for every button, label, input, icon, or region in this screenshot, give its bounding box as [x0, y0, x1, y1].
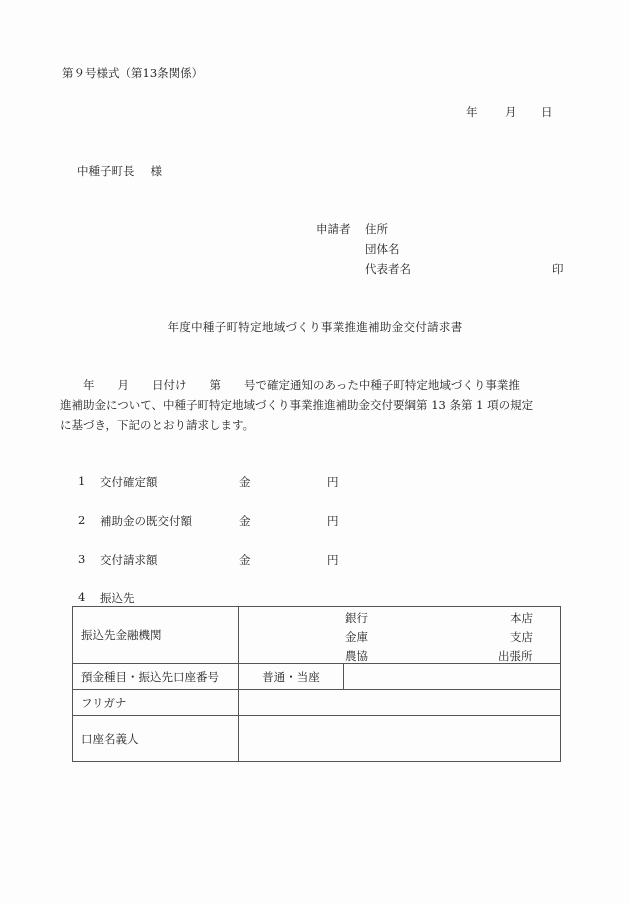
- branch-type-sub-office: 出張所: [498, 649, 533, 663]
- branch-type-main: 本店: [510, 611, 533, 625]
- form-number: 第９号様式（第13条関係）: [62, 66, 204, 80]
- item-prefix: 金: [239, 475, 251, 489]
- body-paragraph: [60, 375, 575, 435]
- seal-mark: 印: [552, 262, 564, 276]
- account-holder-field[interactable]: [239, 716, 561, 762]
- item-unit: 円: [327, 553, 339, 567]
- date-month-label: 月: [505, 105, 517, 119]
- applicant-label: 申請者: [316, 222, 351, 236]
- date-day-label: 日: [541, 105, 553, 119]
- item-number: 1: [78, 474, 86, 488]
- bank-transfer-table: [72, 606, 561, 762]
- inst-type-bank: 銀行: [345, 611, 368, 625]
- account-label: 預金種目・振込先口座番号: [73, 664, 239, 690]
- applicant-address-label: 住所: [365, 222, 388, 236]
- inst-type-shinkin: 金庫: [345, 630, 368, 644]
- honorific: 様: [150, 164, 162, 178]
- furigana-label: フリガナ: [73, 690, 239, 716]
- row-account-holder: [73, 716, 561, 762]
- financial-institution-field[interactable]: [239, 607, 561, 664]
- account-number-field[interactable]: [344, 664, 561, 690]
- body-line-1: 年 月 日付け 第 号で確定通知のあった中種子町特定地域づくり事業推: [60, 378, 520, 392]
- row-financial-institution: [73, 607, 561, 664]
- document-title: 年度中種子町特定地域づくり事業推進補助金交付請求書: [167, 320, 463, 334]
- item-number: 4: [78, 590, 86, 604]
- item-unit: 円: [327, 475, 339, 489]
- financial-institution-label: 振込先金融機関: [73, 607, 239, 664]
- item-prefix: 金: [239, 553, 251, 567]
- furigana-field[interactable]: [239, 690, 561, 716]
- item-number: 2: [78, 513, 86, 527]
- addressee-name: 中種子町長: [77, 164, 135, 178]
- item-unit: 円: [327, 514, 339, 528]
- item-number: 3: [78, 552, 86, 566]
- account-type-field[interactable]: 普通・当座: [239, 664, 344, 690]
- applicant-rep-label: 代表者名: [365, 262, 411, 276]
- applicant-org-label: 団体名: [365, 242, 400, 256]
- item-prefix: 金: [239, 514, 251, 528]
- row-account: [73, 664, 561, 690]
- item-label: 振込先: [100, 591, 135, 605]
- body-line-3: に基づき，下記のとおり請求します。: [60, 418, 255, 432]
- addressee: [77, 163, 162, 179]
- branch-type-branch: 支店: [510, 630, 533, 644]
- item-label: 交付確定額: [100, 475, 158, 489]
- financial-institution-options: [239, 607, 560, 663]
- item-label: 交付請求額: [100, 553, 158, 567]
- account-holder-label: 口座名義人: [73, 716, 239, 762]
- body-line-2: 進補助金について、中種子町特定地域づくり事業推進補助金交付要綱第 13 条第 1 項の規定: [60, 398, 534, 412]
- row-furigana: [73, 690, 561, 716]
- inst-type-ja: 農協: [345, 649, 368, 663]
- date-year-label: 年: [466, 105, 478, 119]
- item-label: 補助金の既交付額: [100, 514, 192, 528]
